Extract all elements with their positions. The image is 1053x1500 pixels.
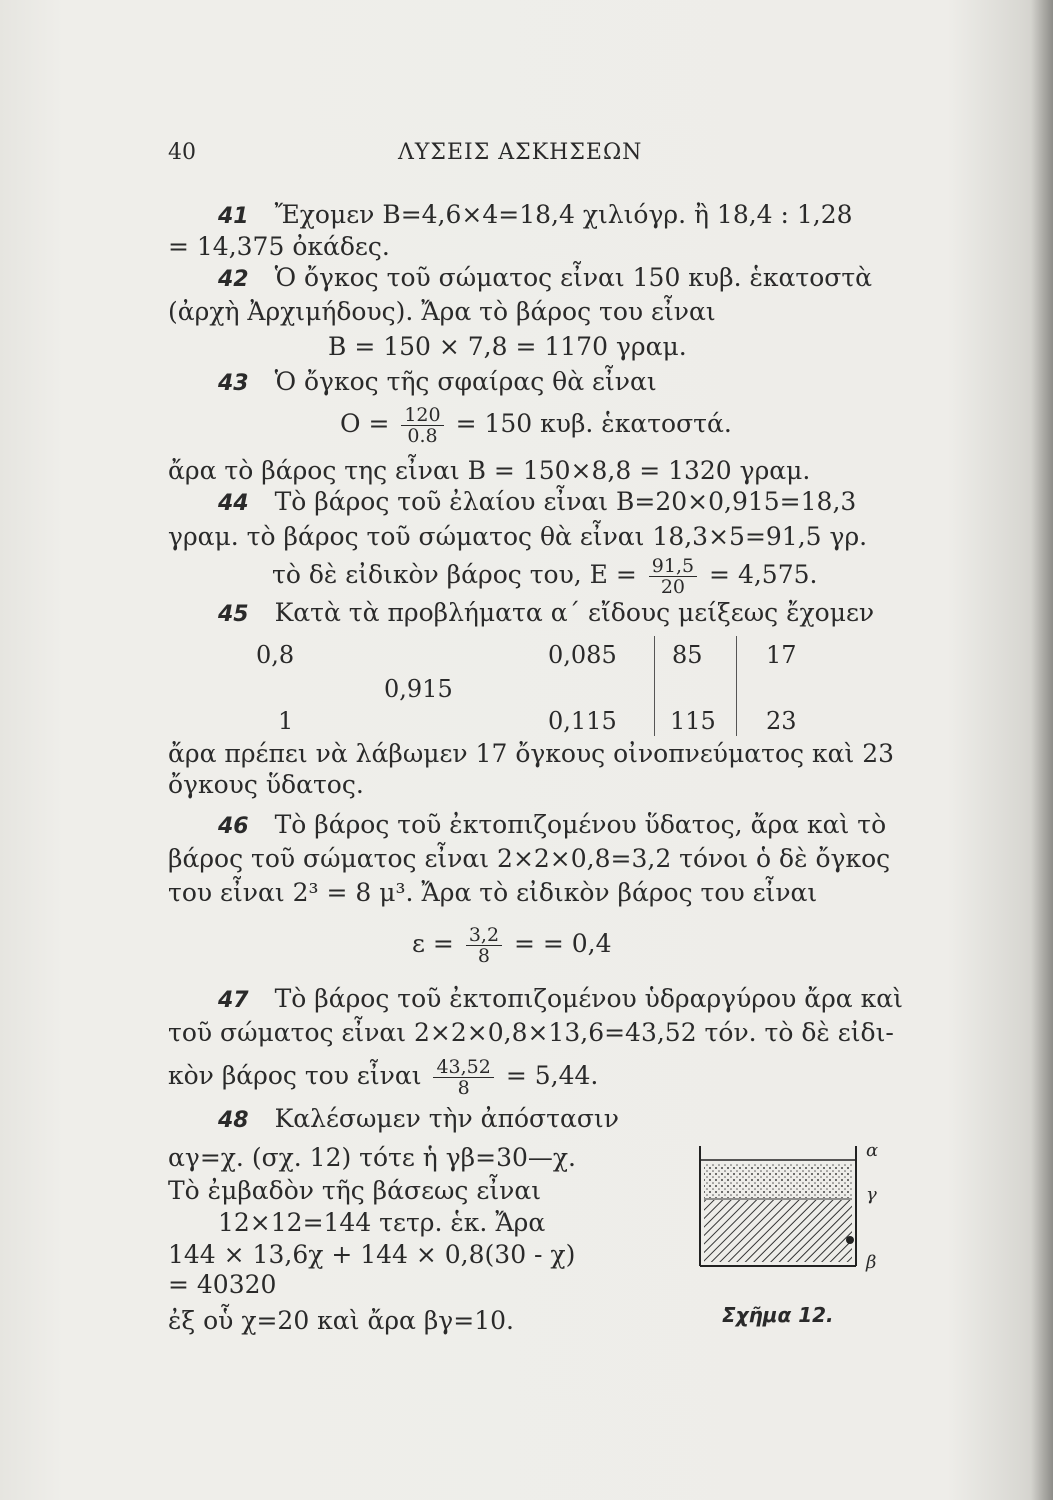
solution-42-line-2: (ἀρχὴ Ἀρχιμήδους). Ἄρα τὸ βάρος του εἶναι xyxy=(168,297,716,326)
eq-left: τὸ δὲ εἰδικὸν βάρος του, Ε = xyxy=(272,560,637,589)
solution-43-line-3: ἄρα τὸ βάρος της εἶναι Β = 150×8,8 = 1320 γραμ. xyxy=(168,456,811,485)
solution-number-46: 46 xyxy=(218,814,249,839)
solution-45-line-2: ἄρα πρέπει νὰ λάβωμεν 17 ὄγκους οἰνοπνεύματος καὶ 23 xyxy=(168,739,895,768)
page-number: 40 xyxy=(168,140,196,165)
fraction xyxy=(466,925,502,966)
solution-44-equation xyxy=(272,553,817,597)
table-cell: 0,115 xyxy=(548,707,617,735)
table-cell: 85 xyxy=(672,641,703,669)
solution-41-line-1 xyxy=(218,200,853,232)
running-title: ΛΥΣΕΙΣ ΑΣΚΗΣΕΩΝ xyxy=(398,140,643,165)
solution-43-line-1 xyxy=(218,367,657,399)
solution-48-line-6: = 40320 xyxy=(168,1270,277,1299)
table-divider xyxy=(654,636,655,736)
figure-caption: Σχῆμα 12. xyxy=(722,1303,834,1327)
water-layer xyxy=(704,1164,852,1198)
eq-left: Ο = xyxy=(340,409,390,438)
table-cell: 0,085 xyxy=(548,641,617,669)
solution-48-text-1: Καλέσωμεν τὴν ἀπόστασιν xyxy=(274,1104,619,1133)
solution-46-line-3: του εἶναι 2³ = 8 μ³. Ἄρα τὸ εἰδικὸν βάρος του εἶναι xyxy=(168,878,818,907)
fraction xyxy=(401,405,443,446)
table-cell: 23 xyxy=(766,707,797,735)
solution-number-47: 47 xyxy=(218,988,249,1013)
solution-47-text-1: Τὸ βάρος τοῦ ἐκτοπιζομένου ὑδραργύρου ἄρα καὶ xyxy=(274,984,903,1013)
fraction-denominator: 20 xyxy=(660,576,686,598)
fraction-denominator: 8 xyxy=(477,945,490,967)
fraction-denominator: 8 xyxy=(457,1077,470,1099)
table-cell: 0,8 xyxy=(256,641,295,669)
solution-number-44: 44 xyxy=(218,491,249,516)
solution-47-line-1 xyxy=(218,984,903,1016)
table-cell: 115 xyxy=(670,707,716,735)
solution-48-line-5: 144 × 13,6χ + 144 × 0,8(30 - χ) xyxy=(168,1240,576,1269)
solution-42-line-1 xyxy=(218,263,872,295)
solution-48-line-1 xyxy=(218,1104,619,1136)
solution-44-line-2: γραμ. τὸ βάρος τοῦ σώματος θὰ εἶναι 18,3×5=91,5 γρ. xyxy=(168,522,868,551)
solution-47-line-2: τοῦ σώματος εἶναι 2×2×0,8×13,6=43,52 τόν. τὸ δὲ εἰδι- xyxy=(168,1018,894,1047)
eq-left: κὸν βάρος του εἶναι xyxy=(168,1061,422,1090)
page-binding-edge xyxy=(1031,0,1053,1500)
fraction-numerator: 43,52 xyxy=(433,1057,493,1078)
solution-41-line-2: = 14,375 ὀκάδες. xyxy=(168,232,390,261)
solution-46-equation xyxy=(412,922,612,966)
fraction-numerator: 120 xyxy=(401,405,443,426)
eq-right: = 150 κυβ. ἑκατοστά. xyxy=(455,409,732,438)
solution-number-48: 48 xyxy=(218,1108,249,1133)
table-cell: 17 xyxy=(766,641,797,669)
fraction xyxy=(649,556,697,597)
figure-label-top: α xyxy=(866,1140,879,1161)
eq-right: = 5,44. xyxy=(505,1061,599,1090)
solution-48-line-2: αγ=χ. (σχ. 12) τότε ἡ γβ=30—χ. xyxy=(168,1143,576,1172)
eq-left: ε = xyxy=(412,929,454,958)
solution-44-line-1 xyxy=(218,487,856,519)
solution-48-line-4: 12×12=144 τετρ. ἑκ. Ἄρα xyxy=(218,1208,546,1237)
mercury-layer xyxy=(704,1200,852,1262)
solution-47-equation xyxy=(168,1054,598,1098)
table-divider xyxy=(736,636,737,736)
fraction-numerator: 91,5 xyxy=(649,556,697,577)
solution-45-line-3: ὄγκους ὕδατος. xyxy=(168,770,364,799)
solution-44-text-1: Τὸ βάρος τοῦ ἐλαίου εἶναι Β=20×0,915=18,3 xyxy=(274,487,857,516)
solution-46-line-2: βάρος τοῦ σώματος εἶναι 2×2×0,8=3,2 τόνοι ὁ δὲ ὄγκος xyxy=(168,844,891,873)
solution-48-line-7: ἐξ οὗ χ=20 καὶ ἄρα βγ=10. xyxy=(168,1306,514,1335)
solution-46-line-1 xyxy=(218,810,886,842)
solution-42-equation: Β = 150 × 7,8 = 1170 γραμ. xyxy=(328,332,687,361)
eq-right: = 4,575. xyxy=(709,560,818,589)
table-cell: 0,915 xyxy=(384,675,453,703)
solution-43-equation xyxy=(340,402,732,446)
solution-number-43: 43 xyxy=(218,371,249,396)
solution-45-line-1 xyxy=(218,598,874,630)
marker-dot xyxy=(846,1236,854,1244)
table-cell: 1 xyxy=(278,707,294,735)
fraction-denominator: 0.8 xyxy=(407,425,438,447)
solution-45-text-1: Κατὰ τὰ προβλήματα α΄ εἴδους μείξεως ἔχομεν xyxy=(274,598,875,627)
solution-48-line-3: Τὸ ἐμβαδὸν τῆς βάσεως εἶναι xyxy=(168,1176,541,1205)
fraction xyxy=(433,1057,493,1098)
fraction-numerator: 3,2 xyxy=(466,925,502,946)
solution-41-text-1: Ἔχομεν Β=4,6×4=18,4 χιλιόγρ. ἢ 18,4 : 1,28 xyxy=(274,200,853,229)
solution-42-text-1: Ὁ ὄγκος τοῦ σώματος εἶναι 150 κυβ. ἑκατοστὰ xyxy=(274,263,873,292)
figure-label-bot: β xyxy=(866,1252,877,1273)
figure-label-mid: γ xyxy=(866,1184,877,1205)
solution-number-41: 41 xyxy=(218,204,249,229)
solution-number-42: 42 xyxy=(218,267,249,292)
figure-12-diagram xyxy=(690,1130,890,1290)
solution-46-text-1: Τὸ βάρος τοῦ ἐκτοπιζομένου ὕδατος, ἄρα καὶ τὸ xyxy=(274,810,887,839)
solution-43-text-1: Ὁ ὄγκος τῆς σφαίρας θὰ εἶναι xyxy=(274,367,657,396)
solution-number-45: 45 xyxy=(218,602,249,627)
eq-right: = = 0,4 xyxy=(513,929,612,958)
